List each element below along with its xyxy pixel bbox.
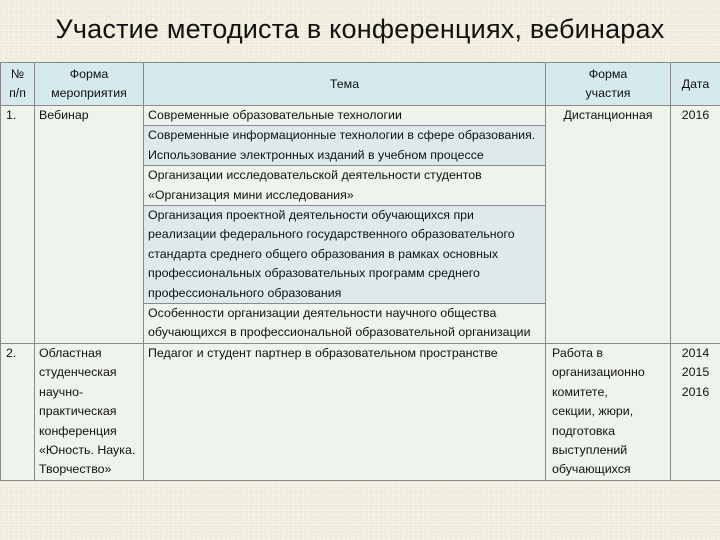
- header-participation-line2: участия: [585, 86, 631, 100]
- row2-topic: Педагог и студент партнер в образовательном пространстве: [144, 343, 546, 480]
- header-form: [35, 63, 144, 106]
- header-form-line1: Форма: [69, 67, 109, 81]
- header-participation: [546, 63, 671, 106]
- row1-participation: Дистанционная: [546, 106, 671, 344]
- header-num: [1, 63, 35, 106]
- row1-topic-5: Особенности организации деятельности научного общества обучающихся в профессиональной образовательной организации: [144, 304, 546, 344]
- row2-date: [671, 343, 720, 480]
- table-row: [1, 106, 720, 126]
- table-header-row: [1, 63, 720, 106]
- row1-topic-2: Современные информационные технологии в сфере образования. Использование электронных изданий в учебном процессе: [144, 126, 546, 166]
- row2-participation: Работа в организационно комитете, секции, жюри, подготовка выступлений обучающихся: [546, 343, 671, 480]
- row2-date-1: 2014: [681, 345, 710, 360]
- row2-date-3: 2016: [681, 384, 710, 399]
- row1-topic-3: Организации исследовательской деятельности студентов «Организация мини исследования»: [144, 166, 546, 206]
- row2-form: Областная студенческая научно-практическая конференция «Юность. Наука. Творчество»: [35, 343, 144, 480]
- conferences-table: [0, 62, 720, 481]
- header-num-line1: №: [10, 67, 25, 81]
- header-num-line2: п/п: [9, 86, 26, 100]
- header-topic: Тема: [144, 63, 546, 106]
- row2-date-2: 2015: [681, 365, 710, 380]
- row1-topic-1: Современные образовательные технологии: [144, 106, 546, 126]
- slide-title: Участие методиста в конференциях, вебинарах: [55, 14, 665, 44]
- header-date: Дата: [671, 63, 720, 106]
- row1-date: 2016: [671, 106, 720, 344]
- table-row: [1, 343, 720, 480]
- row1-form: Вебинар: [35, 106, 144, 344]
- header-form-line2: мероприятия: [51, 86, 127, 100]
- row1-topic-4: Организация проектной деятельности обучающихся при реализации федерального государственного образовательного стандарта среднего общего образования в рамках основных профессиональных образовательных программ среднего профессионального образования: [144, 206, 546, 304]
- header-participation-line1: Форма: [588, 67, 628, 81]
- row2-num: 2.: [1, 343, 35, 480]
- row1-num: 1.: [1, 106, 35, 344]
